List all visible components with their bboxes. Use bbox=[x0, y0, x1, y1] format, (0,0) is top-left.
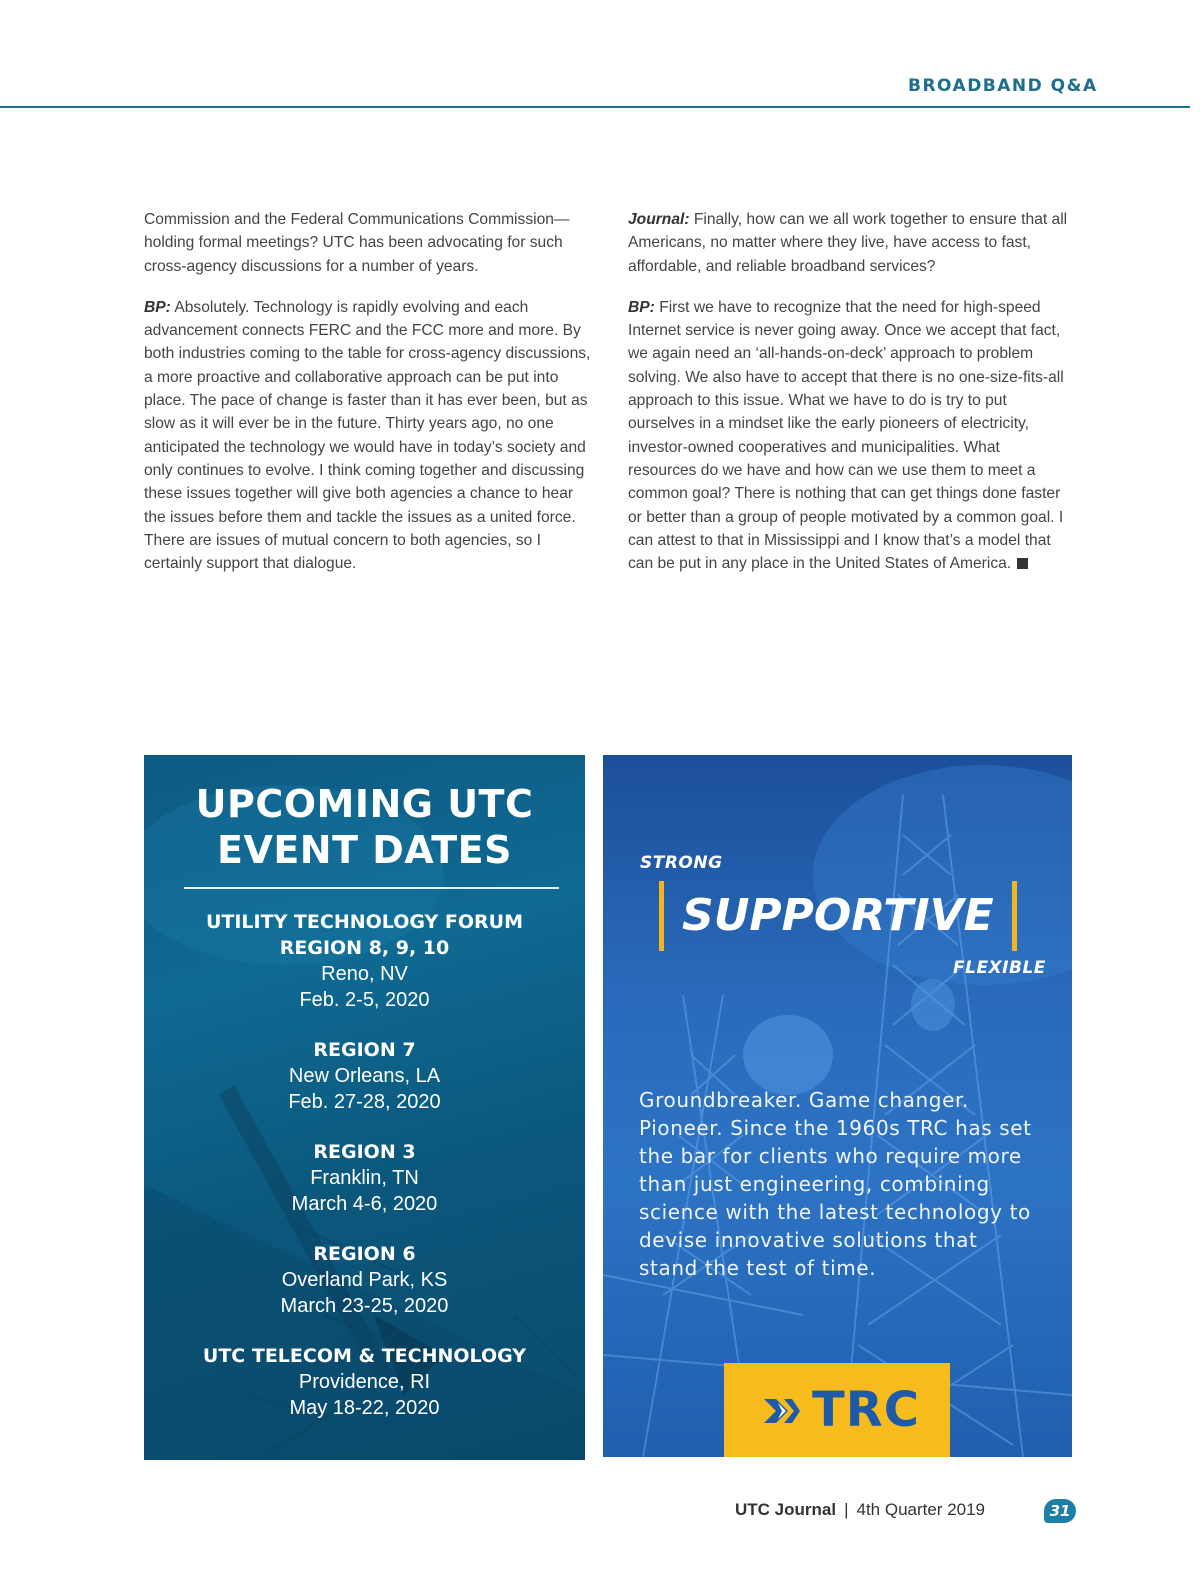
speaker-label: BP: bbox=[628, 298, 655, 316]
event-dates: Feb. 2-5, 2020 bbox=[299, 989, 430, 1011]
event-heading: UTILITY TECHNOLOGY FORUM bbox=[205, 911, 524, 933]
event-location: Franklin, TN bbox=[310, 1167, 419, 1189]
event-dates: March 4-6, 2020 bbox=[291, 1193, 438, 1215]
section-header: BROADBAND Q&A bbox=[908, 76, 1098, 96]
ad-word-main: SUPPORTIVE bbox=[659, 881, 1017, 951]
ad-word-top: STRONG bbox=[640, 853, 723, 873]
event-item bbox=[144, 909, 585, 1013]
trc-arrow-icon bbox=[760, 1391, 800, 1431]
article-paragraph: Commission and the Federal Communications Commission—holding formal meetings? UTC has been advocating for such cross-agency discussions for a number of years. bbox=[144, 211, 570, 275]
events-title-line: UPCOMING UTC bbox=[195, 782, 534, 826]
footer-issue: 4th Quarter 2019 bbox=[856, 1500, 986, 1519]
event-location: Providence, RI bbox=[298, 1371, 431, 1393]
event-item bbox=[144, 1037, 585, 1115]
trc-logo bbox=[724, 1363, 950, 1457]
end-mark-icon bbox=[1017, 558, 1028, 569]
answer-text: First we have to recognize that the need for high-speed Internet service is never going away. Once we accept that fact, we again need an ‘all-hands-on-deck’ approach to problem solving. We also have to accept that there is no one-size-fits-all approach to this issue. What we have to do is try to put ourselves in a mindset like the early pioneers of electricity, investor-owned cooperatives and municipalities. What resources do we have and how can we use them to meet a common goal? There is nothing that can get things done faster or better than a group of people motivated by a common goal. I can attest to that in Mississippi and I know that’s a model that can be put in any place in the United States of America. bbox=[628, 298, 1064, 573]
article-paragraph bbox=[628, 296, 1068, 576]
event-heading: REGION 7 bbox=[313, 1039, 416, 1061]
article-left-column bbox=[144, 208, 594, 593]
article-paragraph bbox=[144, 296, 594, 576]
footer-separator: | bbox=[844, 1500, 849, 1519]
event-heading: UTC TELECOM & TECHNOLOGY bbox=[202, 1345, 527, 1367]
event-item bbox=[144, 1241, 585, 1319]
article-paragraph bbox=[628, 208, 1068, 278]
event-location: Overland Park, KS bbox=[281, 1269, 448, 1291]
ad-word-bottom: FLEXIBLE bbox=[953, 958, 1046, 978]
event-location: Reno, NV bbox=[321, 963, 408, 985]
event-heading: REGION 3 bbox=[313, 1141, 416, 1163]
event-location: New Orleans, LA bbox=[288, 1065, 441, 1087]
event-dates: May 18-22, 2020 bbox=[289, 1397, 440, 1419]
trc-logo-text: TRC bbox=[812, 1382, 920, 1438]
trc-advertisement bbox=[603, 755, 1072, 1457]
article-right-column bbox=[628, 208, 1068, 593]
events-title bbox=[144, 781, 585, 873]
header-rule bbox=[0, 106, 1190, 108]
page-number: 31 bbox=[1044, 1499, 1076, 1523]
speaker-label: Journal: bbox=[628, 211, 690, 228]
events-list bbox=[144, 909, 585, 1445]
event-dates: Feb. 27-28, 2020 bbox=[288, 1091, 441, 1113]
events-title-line: EVENT DATES bbox=[216, 828, 513, 872]
event-heading: REGION 6 bbox=[313, 1243, 416, 1265]
answer-text: Absolutely. Technology is rapidly evolving and each advancement connects FERC and the FCC more and more. By both industries coming to the table for cross-agency discussions, a more proactive and collaborative approach can be put into place. The pace of change is faster than it has ever been, but as slow as it will ever be in the future. Thirty years ago, no one anticipated the technology we would have in today’s society and only continues to evolve. I think coming together and discussing these issues together will give both agencies a chance to hear the issues before them and tackle the issues as a united force. There are issues of mutual concern to both agencies, so I certainly support that dialogue. bbox=[144, 298, 591, 573]
question-text: Finally, how can we all work together to ensure that all Americans, no matter where they live, have access to fast, affordable, and reliable broadband services? bbox=[628, 211, 1068, 275]
events-divider bbox=[184, 887, 559, 889]
events-panel bbox=[144, 755, 585, 1460]
ad-body-copy: Groundbreaker. Game changer. Pioneer. Since the 1960s TRC has set the bar for clients who require more than just engineering, combining science with the latest technology to devise innovative solutions that stand the test of time. bbox=[639, 1088, 1032, 1280]
footer-journal: UTC Journal bbox=[735, 1500, 837, 1519]
event-heading: REGION 8, 9, 10 bbox=[279, 937, 450, 959]
event-dates: March 23-25, 2020 bbox=[280, 1295, 449, 1317]
speaker-label: BP: bbox=[144, 298, 171, 316]
event-item bbox=[144, 1343, 585, 1421]
page-footer bbox=[735, 1500, 985, 1520]
event-item bbox=[144, 1139, 585, 1217]
